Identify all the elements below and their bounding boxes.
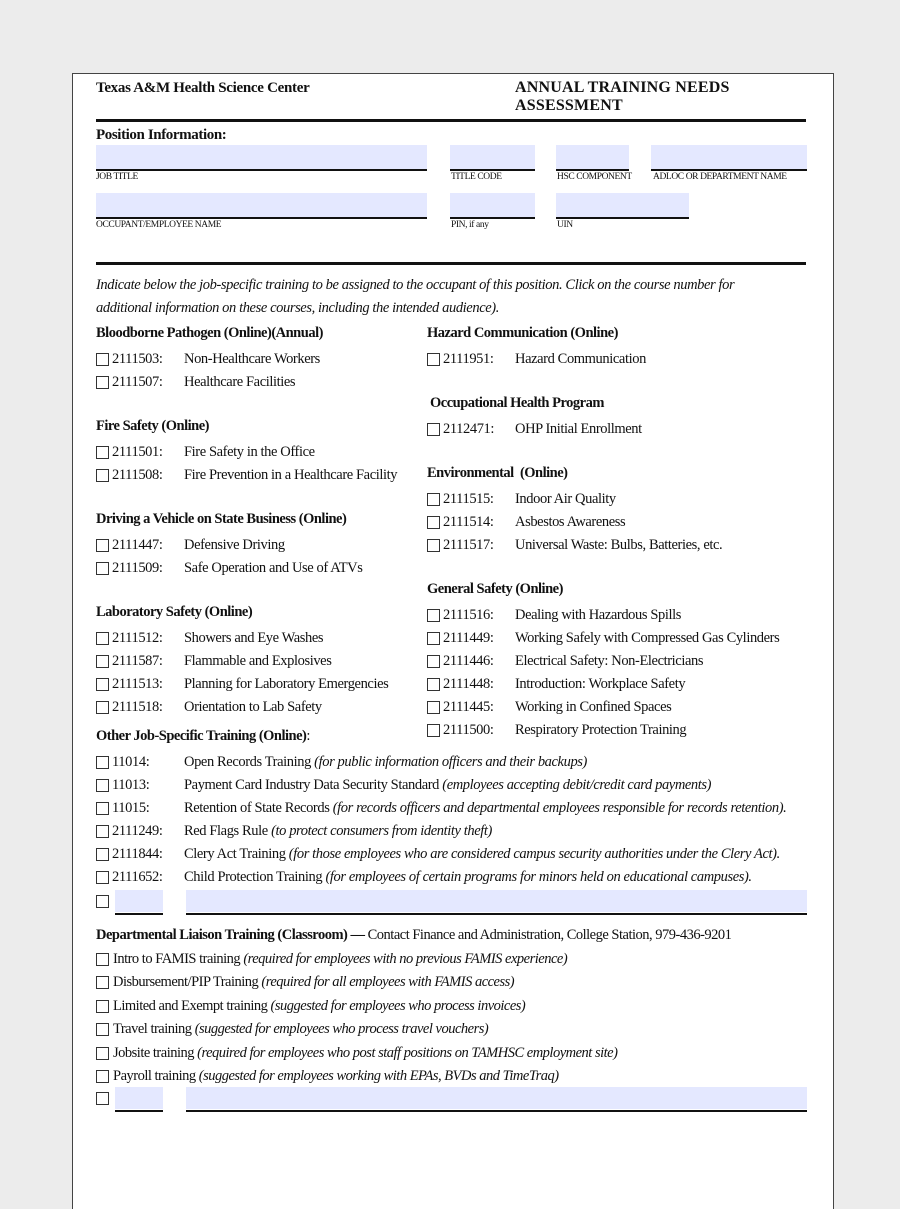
course-note: (for public information officers and their backups) — [314, 754, 587, 770]
fire-safety-section — [96, 418, 397, 487]
course-name: Retention of State Records — [184, 800, 330, 816]
course-row — [427, 696, 779, 719]
course-name: Clery Act Training — [184, 846, 286, 862]
course-name: Red Flags Rule — [184, 823, 268, 839]
course-code-link[interactable]: 2111508: — [112, 467, 163, 483]
title-code-underline — [450, 169, 535, 171]
course-code-link[interactable]: 2111951: — [443, 351, 494, 367]
liaison-blank-code-underline — [115, 1110, 163, 1112]
pin-label: PIN, if any — [451, 220, 489, 230]
instructions-text: Indicate below the job-specific training to be assigned to the occupant of this position. Click on the course number for additional information on these courses, including the intended audience). — [96, 277, 735, 316]
checkbox[interactable] — [427, 353, 440, 366]
course-row — [96, 557, 362, 580]
checkbox[interactable] — [96, 1023, 109, 1036]
pin-underline — [450, 217, 535, 219]
checkbox[interactable] — [96, 1000, 109, 1013]
liaison-course-note: (suggested for employees who process travel vouchers) — [194, 1021, 489, 1038]
course-row — [96, 820, 786, 843]
course-code-link[interactable]: 2111516: — [443, 607, 494, 623]
job-title-label: JOB TITLE — [96, 172, 138, 182]
hazard-heading: Hazard Communication (Online) — [427, 325, 618, 341]
checkbox[interactable] — [427, 655, 440, 668]
course-code-link[interactable]: 2111509: — [112, 560, 163, 576]
course-name: Non-Healthcare Workers — [184, 351, 320, 367]
liaison-course-name: Limited and Exempt training — [113, 997, 268, 1014]
course-name: Fire Safety in the Office — [184, 444, 315, 460]
liaison-row — [96, 948, 731, 972]
course-code-link[interactable]: 11013: — [112, 777, 150, 793]
course-row — [96, 696, 388, 719]
course-row — [96, 673, 388, 696]
course-code-link[interactable]: 11015: — [112, 800, 150, 816]
checkbox[interactable] — [96, 848, 109, 861]
course-name: Hazard Communication — [515, 351, 646, 367]
liaison-row — [96, 995, 731, 1019]
course-name: Showers and Eye Washes — [184, 630, 324, 646]
job-title-underline — [96, 169, 427, 171]
occupant-underline — [96, 217, 427, 219]
liaison-blank-code-field[interactable] — [115, 1087, 163, 1109]
course-code-link[interactable]: 2111517: — [443, 537, 494, 553]
checkbox[interactable] — [96, 353, 109, 366]
checkbox[interactable] — [96, 825, 109, 838]
checkbox[interactable] — [96, 871, 109, 884]
course-row — [96, 866, 786, 889]
adloc-field[interactable] — [651, 145, 807, 169]
driving-section — [96, 511, 362, 580]
checkbox[interactable] — [427, 609, 440, 622]
other-blank-name-field[interactable] — [186, 890, 807, 912]
course-name: Orientation to Lab Safety — [184, 699, 322, 715]
checkbox[interactable] — [427, 678, 440, 691]
checkbox[interactable] — [96, 655, 109, 668]
liaison-course-note: (required for employees who post staff positions on TAMHSC employment site) — [197, 1044, 618, 1061]
course-name: Defensive Driving — [184, 537, 285, 553]
course-code-link[interactable]: 2111513: — [112, 676, 163, 692]
bloodborne-heading: Bloodborne Pathogen (Online)(Annual) — [96, 325, 323, 341]
ohp-section — [427, 395, 642, 441]
course-name: Dealing with Hazardous Spills — [515, 607, 681, 623]
checkbox[interactable] — [96, 376, 109, 389]
course-code-link[interactable]: 2111512: — [112, 630, 163, 646]
liaison-title: Departmental Liaison Training (Classroom) — — [96, 927, 365, 944]
environmental-online: (Online) — [519, 465, 568, 481]
liaison-row — [96, 1042, 731, 1066]
adloc-label: ADLOC OR DEPARTMENT NAME — [653, 172, 787, 182]
checkbox[interactable] — [96, 701, 109, 714]
checkbox[interactable] — [96, 632, 109, 645]
document-title: ANNUAL TRAINING NEEDS ASSESSMENT — [515, 79, 730, 114]
job-title-field[interactable] — [96, 145, 427, 169]
lab-safety-heading: Laboratory Safety (Online) — [96, 604, 253, 620]
lab-safety-section — [96, 604, 388, 719]
ohp-heading: Occupational Health Program — [430, 395, 604, 411]
general-safety-section — [427, 581, 779, 742]
course-code-link[interactable]: 2111652: — [112, 869, 163, 885]
course-name: Asbestos Awareness — [515, 514, 626, 530]
course-name: Healthcare Facilities — [184, 374, 296, 390]
liaison-course-name: Jobsite training — [113, 1044, 195, 1061]
course-row — [427, 348, 646, 371]
course-note: (employees accepting debit/credit card payments) — [442, 777, 712, 793]
liaison-course-name: Payroll training — [113, 1068, 196, 1085]
course-row — [96, 371, 323, 394]
course-code-link[interactable]: 2111514: — [443, 514, 494, 530]
course-name: Flammable and Explosives — [184, 653, 332, 669]
general-safety-heading: General Safety (Online) — [427, 581, 563, 597]
hsc-component-underline — [556, 169, 629, 171]
liaison-course-name: Intro to FAMIS training — [113, 950, 241, 967]
checkbox[interactable] — [96, 802, 109, 815]
course-code-link[interactable]: 2111844: — [112, 846, 163, 862]
course-name: Working in Confined Spaces — [515, 699, 672, 715]
checkbox[interactable] — [96, 756, 109, 769]
adloc-underline — [651, 169, 807, 171]
course-row — [96, 797, 786, 820]
course-code-link[interactable]: 2111249: — [112, 823, 163, 839]
course-row — [96, 774, 786, 797]
environmental-section — [427, 465, 722, 557]
course-code-link[interactable]: 2111447: — [112, 537, 163, 553]
checkbox[interactable] — [427, 493, 440, 506]
checkbox[interactable] — [427, 701, 440, 714]
liaison-blank-name-field[interactable] — [186, 1087, 807, 1109]
checkbox[interactable] — [96, 469, 109, 482]
checkbox[interactable] — [96, 953, 109, 966]
course-code-link[interactable]: 2111507: — [112, 374, 163, 390]
liaison-course-name: Disbursement/PIP Training — [113, 974, 259, 991]
liaison-course-note: (required for employees with no previous FAMIS experience) — [243, 950, 568, 967]
course-name: Respiratory Protection Training — [515, 722, 687, 738]
course-name: Introduction: Workplace Safety — [515, 676, 686, 692]
course-name: Electrical Safety: Non-Electricians — [515, 653, 704, 669]
liaison-course-note: (required for all employees with FAMIS access) — [261, 974, 515, 991]
course-name: Fire Prevention in a Healthcare Facility — [184, 467, 398, 483]
course-note: (to protect consumers from identity theft) — [271, 823, 492, 839]
course-row — [427, 627, 779, 650]
course-note: (for records officers and departmental employees responsible for records retention). — [332, 800, 787, 816]
uin-label: UIN — [557, 220, 573, 230]
liaison-course-note: (suggested for employees working with EPAs, BVDs and TimeTraq) — [198, 1068, 559, 1085]
other-blank-code-underline — [115, 913, 163, 915]
course-row — [427, 418, 642, 441]
course-name: Payment Card Industry Data Security Standard — [184, 777, 440, 793]
course-row — [96, 627, 388, 650]
environmental-heading — [427, 465, 722, 488]
fire-safety-heading: Fire Safety (Online) — [96, 418, 209, 434]
course-row — [427, 673, 779, 696]
other-blank-checkbox[interactable] — [96, 895, 109, 908]
course-name: Working Safely with Compressed Gas Cylinders — [515, 630, 780, 646]
course-code-link[interactable]: 2111448: — [443, 676, 494, 692]
checkbox[interactable] — [96, 1070, 109, 1083]
liaison-heading — [96, 924, 731, 948]
checkbox[interactable] — [96, 779, 109, 792]
course-code-link[interactable]: 11014: — [112, 754, 150, 770]
checkbox[interactable] — [427, 516, 440, 529]
course-row — [96, 650, 388, 673]
title-code-field[interactable] — [450, 145, 535, 169]
section-rule — [96, 262, 806, 265]
occupant-field[interactable] — [96, 193, 427, 217]
checkbox[interactable] — [96, 562, 109, 575]
liaison-blank-checkbox[interactable] — [96, 1092, 109, 1105]
hsc-component-label: HSC COMPONENT — [557, 172, 632, 182]
course-code-link[interactable]: 2112471: — [443, 421, 495, 437]
checkbox[interactable] — [96, 446, 109, 459]
course-code-link[interactable]: 2111518: — [112, 699, 163, 715]
course-name: Universal Waste: Bulbs, Batteries, etc. — [515, 537, 723, 553]
course-note: (for those employees who are considered campus security authorities under the Clery Act). — [288, 846, 780, 862]
liaison-contact: Contact Finance and Administration, College Station, 979-436-9201 — [367, 927, 732, 944]
other-training-colon: : — [306, 728, 310, 744]
course-row — [96, 464, 397, 487]
course-row — [96, 348, 323, 371]
uin-underline — [556, 217, 689, 219]
checkbox[interactable] — [427, 423, 440, 436]
occupant-label: OCCUPANT/EMPLOYEE NAME — [96, 220, 222, 230]
course-code-link[interactable]: 2111503: — [112, 351, 163, 367]
header-rule — [96, 119, 806, 122]
liaison-course-note: (suggested for employees who process invoices) — [270, 997, 526, 1014]
hazard-section — [427, 325, 646, 371]
course-name: OHP Initial Enrollment — [515, 421, 642, 437]
liaison-row — [96, 1065, 731, 1089]
liaison-course-name: Travel training — [113, 1021, 192, 1038]
driving-heading: Driving a Vehicle on State Business (Online) — [96, 511, 347, 527]
checkbox[interactable] — [96, 539, 109, 552]
course-code-link[interactable]: 2111449: — [443, 630, 494, 646]
other-training-title: Other Job-Specific Training (Online) — [96, 728, 307, 744]
course-code-link[interactable]: 2111515: — [443, 491, 494, 507]
course-row — [96, 441, 397, 464]
checkbox[interactable] — [96, 976, 109, 989]
title-code-label: TITLE CODE — [451, 172, 502, 182]
form-page — [72, 73, 834, 1209]
uin-field[interactable] — [556, 193, 689, 217]
course-row — [96, 534, 362, 557]
course-row — [427, 604, 779, 627]
bloodborne-section — [96, 325, 323, 394]
course-name: Child Protection Training — [184, 869, 323, 885]
course-code-link[interactable]: 2111445: — [443, 699, 494, 715]
course-code-link[interactable]: 2111587: — [112, 653, 163, 669]
organization-name: Texas A&M Health Science Center — [96, 80, 310, 96]
course-name: Indoor Air Quality — [515, 491, 616, 507]
position-info-label: Position Information: — [96, 127, 227, 143]
course-name: Planning for Laboratory Emergencies — [184, 676, 389, 692]
course-name: Open Records Training — [184, 754, 311, 770]
environmental-title: Environmental — [427, 465, 514, 481]
liaison-section — [96, 924, 731, 1089]
other-training-section — [96, 728, 786, 889]
checkbox[interactable] — [96, 678, 109, 691]
course-note: (for employees of certain programs for minors held on educational campuses). — [325, 869, 752, 885]
hsc-component-field[interactable] — [556, 145, 629, 169]
liaison-blank-name-underline — [186, 1110, 807, 1112]
course-code-link[interactable]: 2111500: — [443, 722, 494, 738]
course-code-link[interactable]: 2111446: — [443, 653, 494, 669]
other-blank-name-underline — [186, 913, 807, 915]
course-row — [427, 650, 779, 673]
other-training-heading — [96, 728, 786, 751]
course-row — [427, 534, 722, 557]
checkbox[interactable] — [96, 1047, 109, 1060]
course-code-link[interactable]: 2111501: — [112, 444, 163, 460]
other-blank-code-field[interactable] — [115, 890, 163, 912]
checkbox[interactable] — [427, 539, 440, 552]
checkbox[interactable] — [427, 632, 440, 645]
course-row — [96, 843, 786, 866]
course-row — [427, 511, 722, 534]
course-row — [96, 751, 786, 774]
liaison-row — [96, 971, 731, 995]
course-row — [427, 488, 722, 511]
course-name: Safe Operation and Use of ATVs — [184, 560, 363, 576]
liaison-row — [96, 1018, 731, 1042]
pin-field[interactable] — [450, 193, 535, 217]
